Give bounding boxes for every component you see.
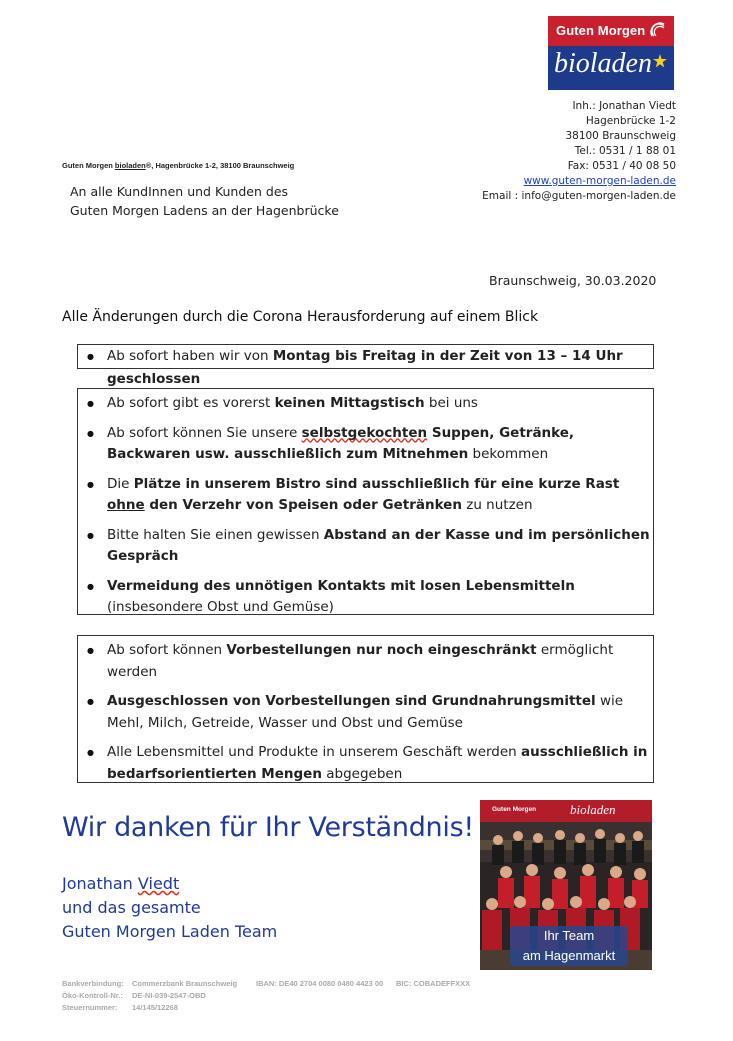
item-text: bekommen [468,446,549,462]
logo-brand: Guten Morgen [556,23,646,38]
list-item [78,393,653,415]
list-item [78,474,653,517]
item-bold: Vermeidung des unnötigen Kontakts mit losen Lebensmitteln [107,577,575,594]
footer-label: Steuernummer: [62,1003,118,1012]
item-text: (insbesondere Obst und Gemüse) [107,599,334,615]
footer [62,978,470,1014]
item-text: Die [107,475,134,492]
item-bold: keinen Mittagstisch [274,395,425,411]
owner-line: Inh.: Jonathan Viedt [572,100,676,112]
footer-bank-row [62,978,470,990]
sun-icon [648,20,668,40]
signature-first-name: Jonathan [62,874,138,893]
item-text: Ab sofort können [107,642,227,658]
list-item [78,423,653,466]
sender-pre: Guten Morgen [62,161,115,170]
signature-last-name: Viedt [137,874,180,893]
city-line: 38100 Braunschweig [565,130,676,142]
date-line: Braunschweig, 30.03.2020 [489,273,657,288]
list-item [78,345,653,391]
footer-label: Öko-Kontroll-Nr.: [62,991,123,1000]
item-bold: Vorbestellungen nur noch eingeschränkt [226,642,537,658]
list-item [78,576,653,619]
item-text: Ab sofort können Sie unsere [107,424,302,441]
item-bold: Abstand an der Kasse und im persönlichen Gespräch [107,526,650,564]
photo-caption-line-1: Ihr Team [543,928,595,943]
item-bold-underlined: ohne [107,497,145,513]
photo-sub: bioladen [570,802,616,817]
item-bold: ausschließlich in bedarfsorientierten Mengen [107,744,648,782]
thanks-line: Wir danken für Ihr Verständnis! [62,812,474,843]
item-bold: den Verzehr von Speisen oder Getränken [144,497,462,513]
star-icon [653,54,667,68]
email-line: Email : info@guten-morgen-laden.de [482,190,676,202]
list-item [78,742,653,785]
photo-caption [510,926,628,966]
photo-caption-line-2: am Hagenmarkt [522,948,616,963]
logo-top-band [548,16,674,46]
team-photo [480,800,652,970]
footer-value: 14/145/12268 [132,1003,178,1012]
letter-heading: Alle Änderungen durch die Corona Herausforderung auf einem Blick [62,309,539,325]
sender-line [62,161,294,170]
item-text: Ab sofort gibt es vorerst [107,395,275,411]
recipient-line-1: An alle KundInnen und Kunden des [70,184,289,199]
photo-brand: Guten Morgen [492,806,537,813]
footer-iban: IBAN: DE40 2704 0080 0480 4423 00 [256,979,384,988]
footer-tax-row [62,1002,470,1014]
item-bold: Ausgeschlossen von Vorbestellungen sind Grundnahrungsmittel [107,693,596,709]
logo-sub: bioladen [554,48,652,79]
sender-underlined: bioladen [114,161,146,170]
item-bold: Suppen, Getränke, Backwaren usw. ausschließlich zum Mitnehmen [107,424,575,462]
list-item [78,525,653,568]
address-block [482,99,676,204]
logo [548,16,674,90]
signature-block [62,872,277,944]
signature-line-2: und das gesamte [62,898,201,917]
recipient-line-2: Guten Morgen Ladens an der Hagenbrücke [70,203,339,218]
item-text: wie Mehl, Milch, Getreide, Wasser und Obst und Gemüse [107,693,624,731]
item-text: abgegeben [321,765,403,782]
footer-bank: Commerzbank Braunschweig [132,979,238,988]
footer-label: Bankverbindung: [62,979,124,988]
tel-line: Tel.: 0531 / 1 88 01 [574,145,676,157]
street-line: Hagenbrücke 1-2 [585,115,676,127]
item-text: bei uns [424,395,478,411]
item-bold: Montag bis Freitag in der Zeit von 13 – 14 Uhr geschlossen [107,348,623,387]
footer-value: DE-NI-039-2547-OBD [132,991,206,1000]
item-text: Ab sofort haben wir von [107,348,273,364]
footer-oeko-row [62,990,470,1002]
recipient-block [70,182,339,220]
website-link[interactable]: www.guten-morgen-laden.de [523,175,676,187]
logo-bottom-band [548,46,674,90]
footer-bic: BIC: COBADEFFXXX [396,979,471,988]
item-text: Alle Lebensmittel und Produkte in unserem Geschäft werden [107,744,522,760]
signature-line-3: Guten Morgen Laden Team [62,922,278,941]
list-item [78,691,653,734]
list-item [78,640,653,683]
signature-name [62,872,277,896]
item-bold: selbstgekochten [301,424,428,441]
item-bold: Plätze in unserem Bistro sind ausschließlich für eine kurze Rast [133,475,620,492]
item-text: ermöglicht werden [107,642,614,680]
item-text: zu nutzen [461,497,533,513]
item-text: Bitte halten Sie einen gewissen [107,526,324,543]
notice-box-hours [77,344,654,387]
notice-box-bistro [77,388,654,615]
notice-box-preorders [77,635,654,783]
sender-post: ®, Hagenbrücke 1-2, 38100 Braunschweig [145,161,295,170]
fax-line: Fax: 0531 / 40 08 50 [567,160,676,172]
